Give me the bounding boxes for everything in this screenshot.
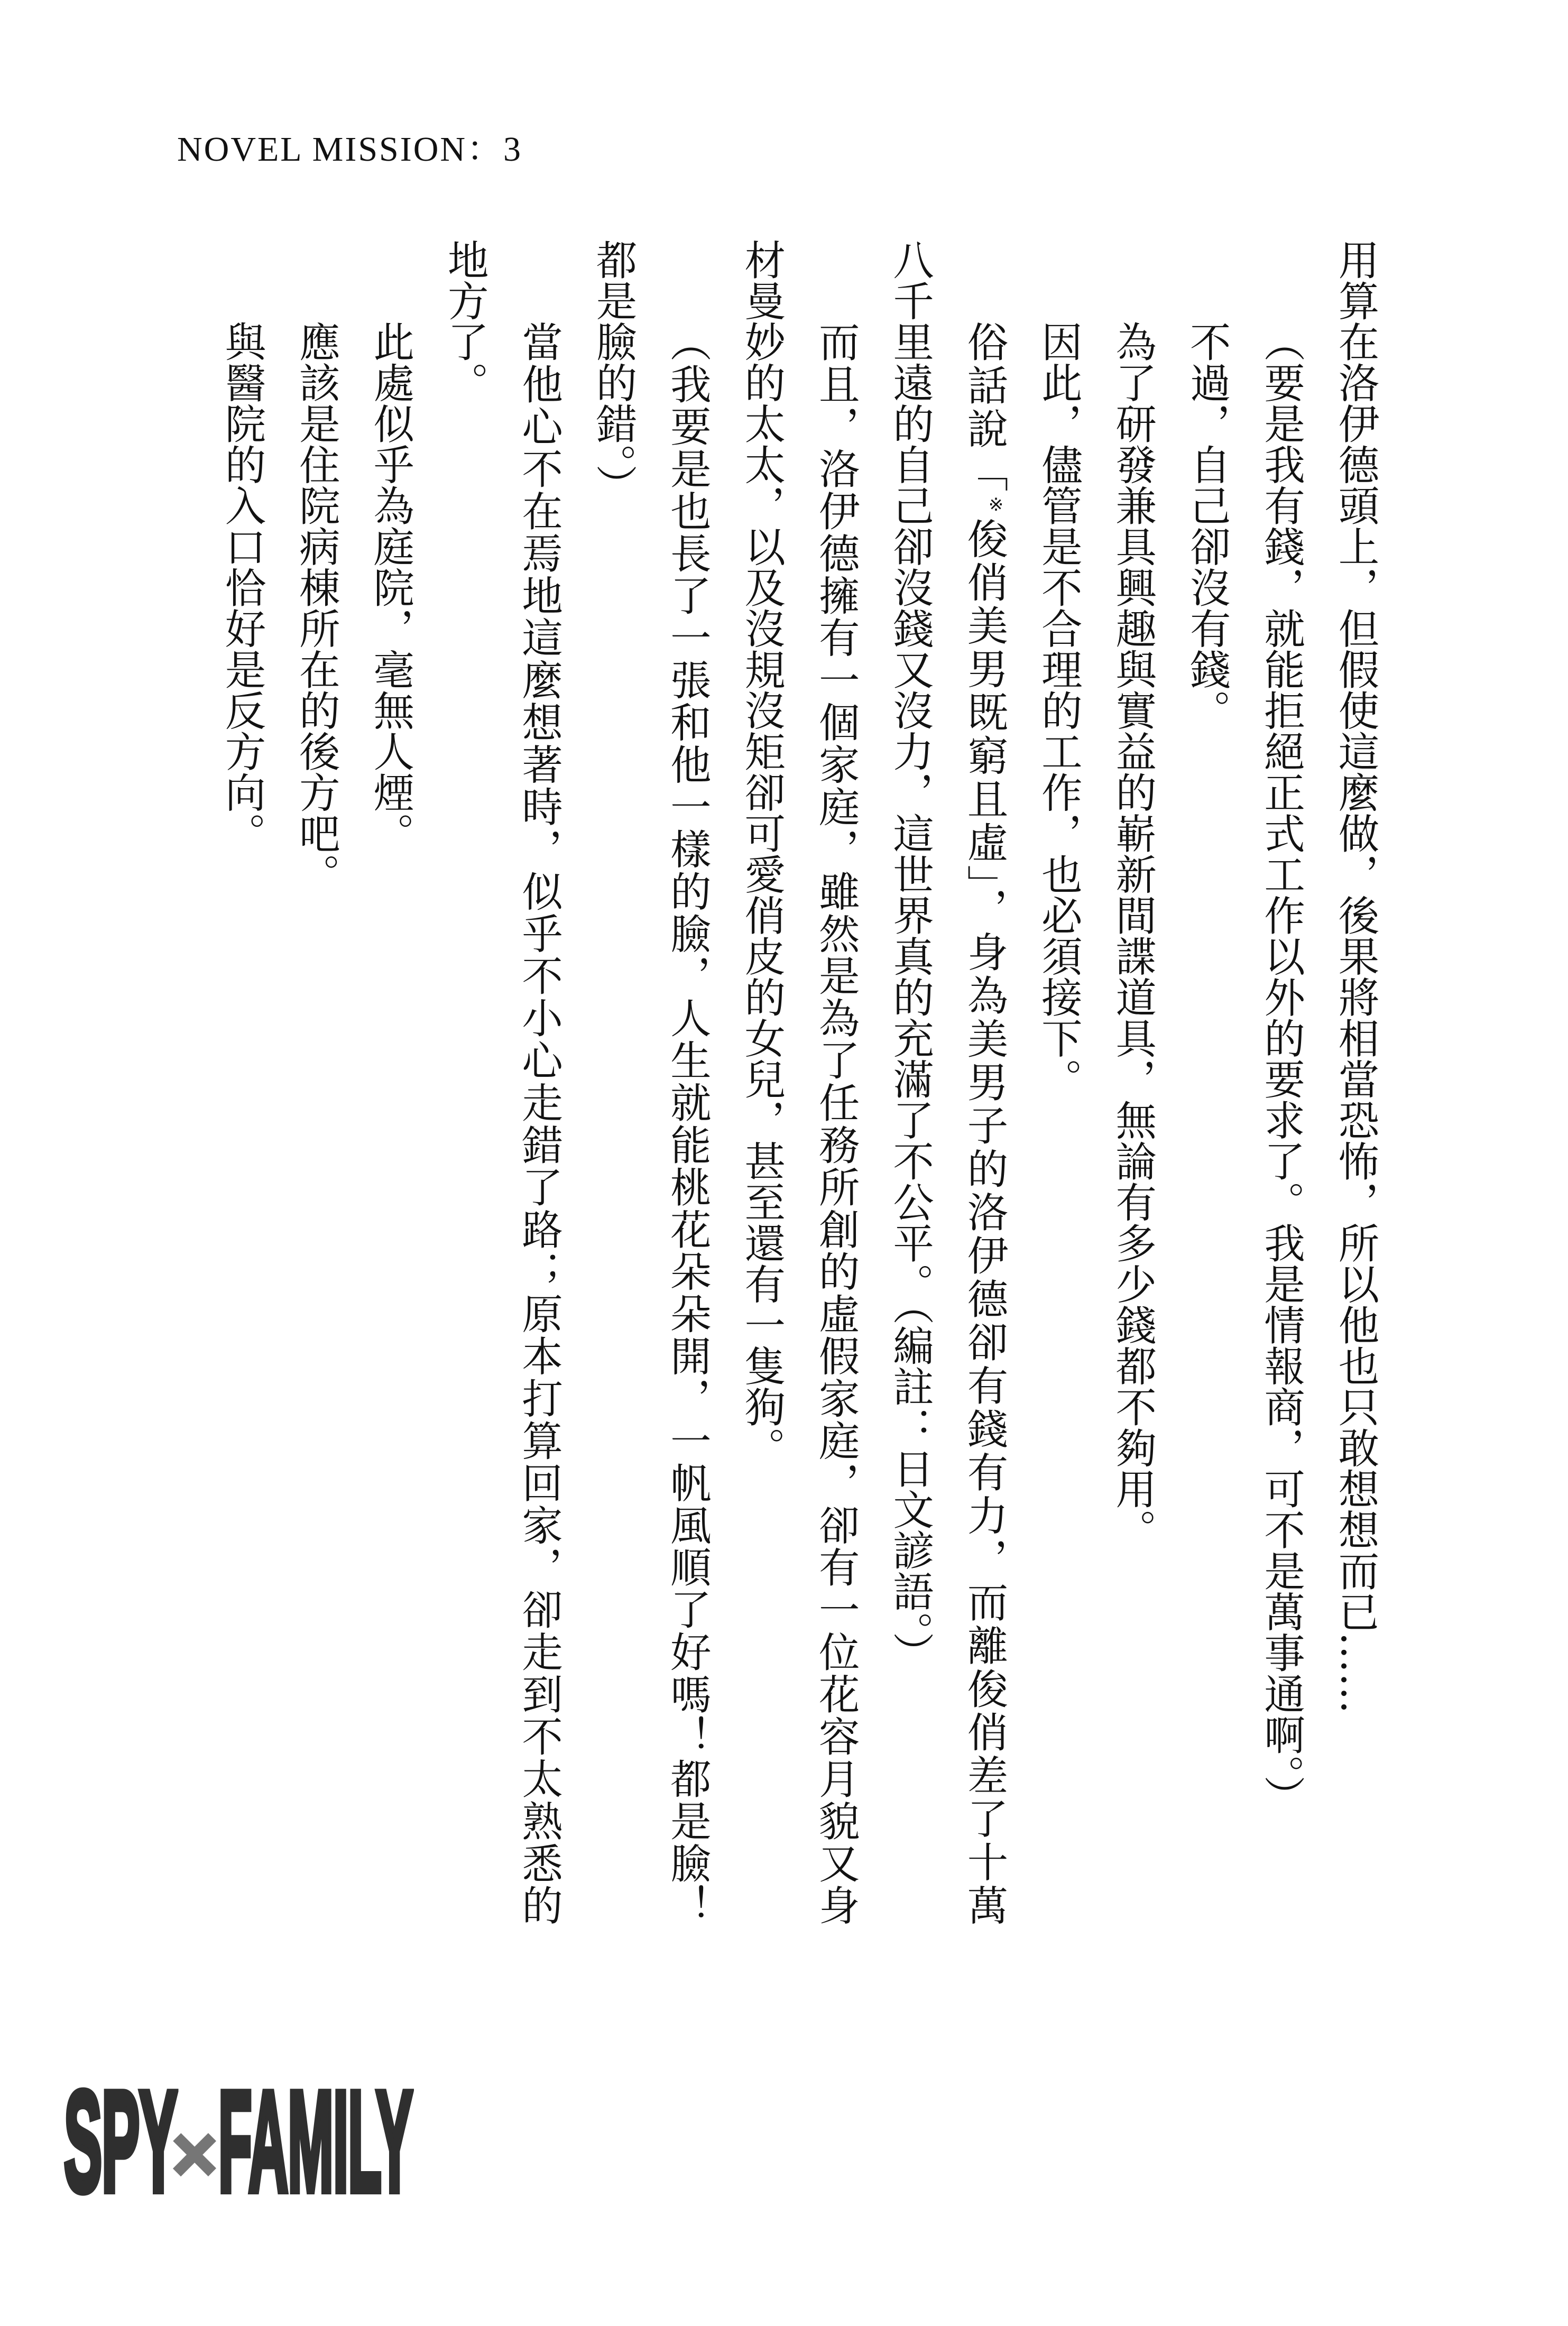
text-segment: 俊俏美男既窮且虛」，身為美男子的洛伊德卻有錢有力，而離俊俏差了十萬	[961, 518, 1008, 1926]
page-header: NOVEL MISSION：3	[177, 130, 523, 169]
text-column-6	[947, 239, 1021, 1925]
text-column-4: 為了研發兼具興趣與實益的嶄新間諜道具，無論有多少錢都不夠用。	[1109, 321, 1157, 1550]
text-column-13: 地方了。	[441, 239, 489, 403]
logo-cross-icon: ×	[171, 2109, 218, 2198]
text-column-10: （我要是也長了一張和他一樣的臉，人生就能桃花朵朵開，一帆風順了好嗎！都是臉！	[663, 321, 712, 1925]
text-column-5: 因此，儘管是不合理的工作，也必須接下。	[1035, 321, 1083, 1100]
text-column-3: 不過，自己卻沒有錢。	[1183, 321, 1231, 731]
text-column-7: 八千里遠的自己卻沒錢又沒力，這世界真的充滿了不公平。（編註：日文諺語。）	[886, 239, 934, 1673]
logo-text-spy: SPY	[64, 2062, 177, 2221]
series-logo	[62, 2062, 427, 2221]
text-column-14: 此處似乎為庭院，毫無人煙。	[366, 321, 414, 854]
text-column-1: 用算在洛伊德頭上，但假使這麼做，後果將相當恐怖，所以他也只敢想想而已……	[1332, 239, 1379, 1714]
text-segment: 俗話說「	[961, 321, 1008, 494]
text-column-16: 與醫院的入口恰好是反方向。	[218, 321, 266, 854]
text-column-15: 應該是住院病棟所在的後方吧。	[292, 321, 340, 894]
text-column-9: 材曼妙的太太，以及沒規沒矩卻可愛俏皮的女兒，甚至還有一隻狗。	[737, 239, 786, 1468]
text-column-12: 當他心不在焉地這麼想著時，似乎不小心走錯了路；原本打算回家，卻走到不太熟悉的	[515, 321, 563, 1925]
text-column-11: 都是臉的錯。）	[589, 239, 637, 505]
note-mark: ※	[985, 494, 1007, 518]
text-column-8: 而且，洛伊德擁有一個家庭，雖然是為了任務所創的虛假家庭，卻有一位花容月貌又身	[812, 321, 860, 1925]
text-column-2: （要是我有錢，就能拒絕正式工作以外的要求了。我是情報商，可不是萬事通啊。）	[1257, 321, 1305, 1816]
logo-text-family: FAMILY	[218, 2062, 412, 2221]
